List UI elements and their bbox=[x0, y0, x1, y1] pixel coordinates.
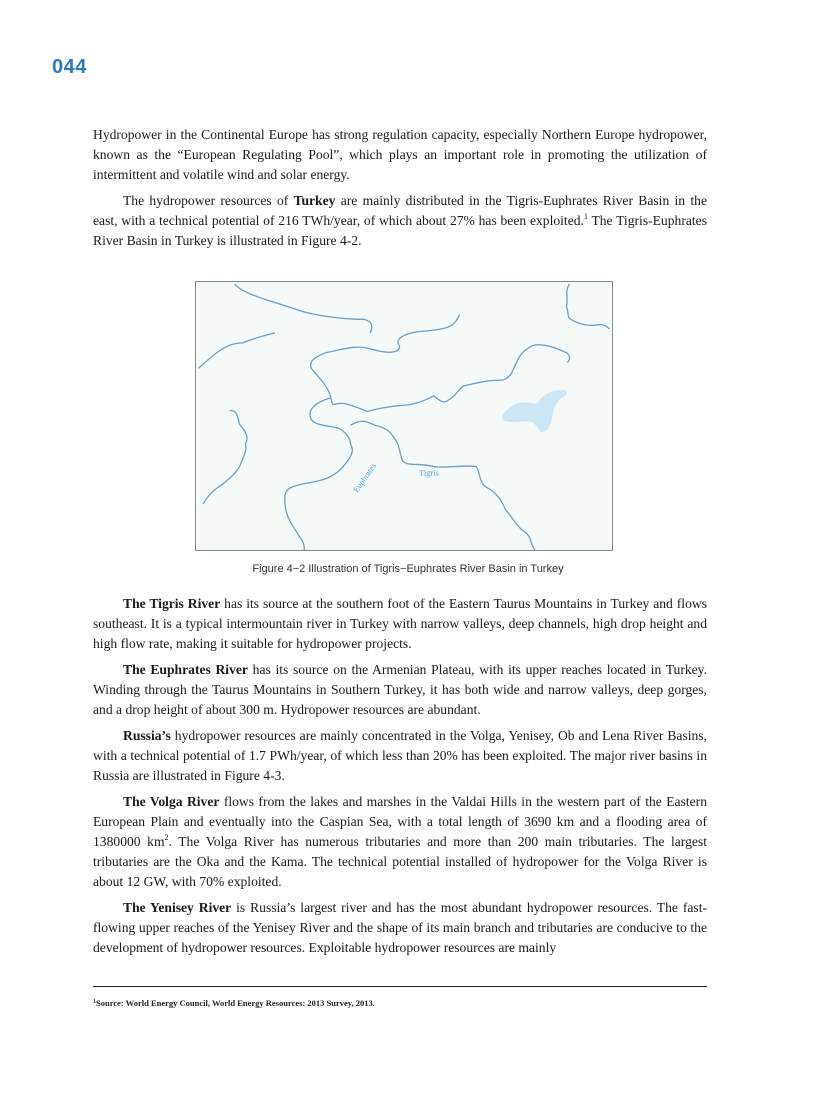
text: The hydropower resources of bbox=[123, 193, 294, 208]
lake bbox=[502, 390, 567, 432]
river bbox=[198, 333, 275, 368]
text: has its source at the southern foot of the Eastern Taurus Mountains in Turkey and flows southeast. It is a typical intermountain river in Turkey with narrow valleys, deep channels, high drop height and high flow rate, making it suitable for hydropower projects. bbox=[93, 596, 707, 651]
footnote-mark: 1 bbox=[93, 999, 96, 1005]
river-map bbox=[196, 282, 612, 550]
label-tigris: Tigris bbox=[419, 468, 439, 478]
bold-term: The Tigris River bbox=[123, 596, 221, 611]
paragraph-yenisey bbox=[93, 898, 707, 958]
label-euphrates: Euphrates bbox=[351, 461, 379, 495]
body-text-top bbox=[93, 125, 707, 257]
text: has its source on the Armenian Plateau, with its upper reaches located in Turkey. Winding through the Taurus Mountains in Southern Turkey, it has both wide and narrow valleys, deep gorges, and a drop height of about 300 m. Hydropower resources are abundant. bbox=[93, 662, 707, 717]
footnote-ref[interactable]: 1 bbox=[583, 212, 588, 221]
paragraph-tigris bbox=[93, 594, 707, 654]
paragraph-europe: Hydropower in the Continental Europe has strong regulation capacity, especially Northern Europe hydropower, known as the “European Regulating Pool”, which plays an important role in promoting the utilization of intermittent and volatile wind and solar energy. bbox=[93, 127, 707, 182]
river bbox=[203, 411, 247, 504]
bold-term: Turkey bbox=[293, 193, 336, 208]
river bbox=[566, 284, 609, 329]
text: hydropower resources are mainly concentrated in the Volga, Yenisey, Ob and Lena River Basins, with a technical potential of 1.7 PWh/year, of which less than 20% has been exploited. The major river basins in Russia are illustrated in Figure 4-3. bbox=[93, 728, 707, 783]
paragraph-russia bbox=[93, 726, 707, 786]
text: flows from the lakes and marshes in the Valdai Hills in the western part of the Eastern European Plain and eventually into the Caspian Sea, with a total length of 3690 km and a flooding area of 1380000 km bbox=[93, 794, 708, 849]
text: The Tigris-Euphrates River Basin in Turkey is illustrated in Figure 4-2. bbox=[93, 213, 707, 248]
bold-term: The Euphrates River bbox=[123, 662, 248, 677]
paragraph-turkey bbox=[93, 191, 707, 251]
figure-caption: Figure 4−2 Illustration of Tigris−Euphrates River Basin in Turkey bbox=[252, 563, 564, 575]
footnote bbox=[93, 998, 375, 1008]
river bbox=[311, 314, 460, 411]
superscript: 2 bbox=[164, 833, 169, 842]
river bbox=[235, 284, 372, 333]
text: . The Volga River has numerous tributaries and more than 200 main tributaries. The largest tributaries are the Oka and the Kama. The technical potential installed of hydropower for the Volga River is about 12 GW, with 70% exploited. bbox=[93, 834, 707, 889]
bold-term: The Volga River bbox=[123, 794, 220, 809]
footnote-text: Source: World Energy Council, World Energy Resources: 2013 Survey, 2013. bbox=[96, 998, 375, 1008]
bold-term: Russia’s bbox=[123, 728, 171, 743]
text: are mainly distributed in the Tigris-Euphrates River Basin in the east, with a technical potential of 216 TWh/year, of which about 27% has been exploited. bbox=[93, 193, 707, 228]
text: is Russia’s largest river and has the most abundant hydropower resources. The fast-flowing upper reaches of the Yenisey River and the shape of its main branch and tributaries are conducive to the development of hydropower resources. Exploitable hydropower resources are mainly bbox=[93, 900, 707, 955]
body-text-bottom bbox=[93, 594, 707, 964]
river-tigris bbox=[350, 421, 535, 550]
river-euphrates bbox=[285, 398, 353, 550]
figure-map bbox=[195, 281, 613, 551]
bold-term: The Yenisey River bbox=[123, 900, 232, 915]
paragraph-euphrates bbox=[93, 660, 707, 720]
paragraph-volga bbox=[93, 792, 707, 892]
page-number: 044 bbox=[52, 56, 87, 78]
footnote-divider bbox=[93, 986, 707, 987]
